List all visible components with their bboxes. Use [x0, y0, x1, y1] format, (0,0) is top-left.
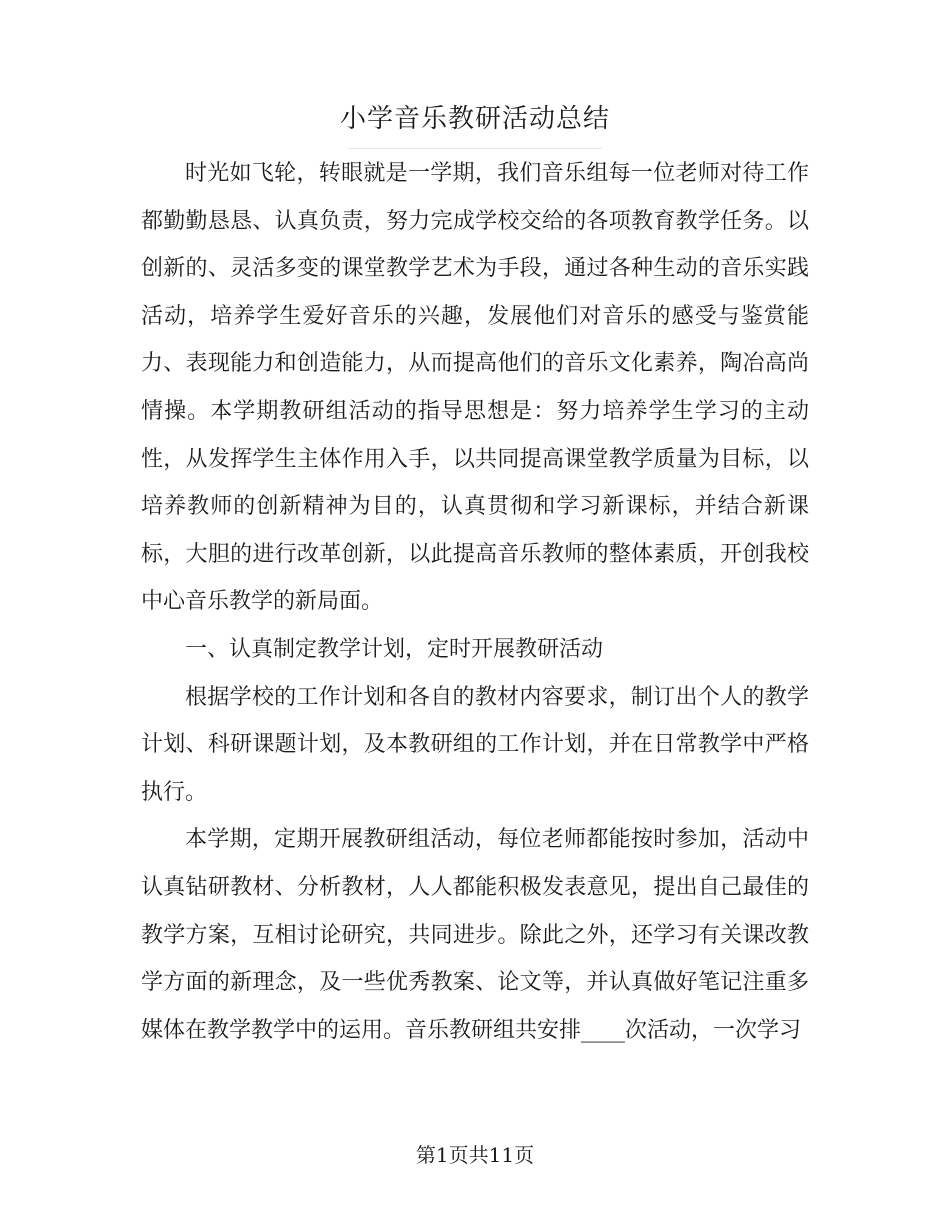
page-number-footer: 第1页共11页 [415, 1143, 535, 1167]
paragraph-activities: 本学期，定期开展教研组活动，每位老师都能按时参加，活动中认真钻研教材、分析教材，人人都能积极发表意见，提出自己最佳的教学方案，互相讨论研究，共同进步。除此之外，还学习有关课改教学方面的新理念，及一些优秀教案、论文等，并认真做好笔记注重多媒体在教学教学中的运用。音乐教研组共安排____次活动，一次学习 [141, 827, 809, 1043]
paragraph-intro: 时光如飞轮，转眼就是一学期，我们音乐组每一位老师对待工作都勤勤恳恳、认真负责，努力完成学校交给的各项教育教学任务。以创新的、灵活多变的课堂教学艺术为手段，通过各种生动的音乐实践活动，培养学生爱好音乐的兴趣，发展他们对音乐的感受与鉴赏能力、表现能力和创造能力，从而提高他们的音乐文化素养，陶冶高尚情操。本学期教研组活动的指导思想是：努力培养学生学习的主动性，从发挥学生主体作用入手，以共同提高课堂教学质量为目标，以培养教师的创新精神为目的，认真贯彻和学习新课标，并结合新课标，大胆的进行改革创新，以此提高音乐教师的整体素质，开创我校中心音乐教学的新局面。 [141, 161, 809, 615]
title-underline [348, 148, 602, 149]
document-title: 小学音乐教研活动总结 [339, 104, 610, 134]
section-heading-1: 一、认真制定教学计划，定时开展教研活动 [185, 636, 604, 662]
document-body [141, 150, 809, 1054]
paragraph-plan: 根据学校的工作计划和各自的教材内容要求，制订出个人的教学计划、科研课题计划，及本教研组的工作计划，并在日常教学中严格执行。 [141, 684, 809, 805]
